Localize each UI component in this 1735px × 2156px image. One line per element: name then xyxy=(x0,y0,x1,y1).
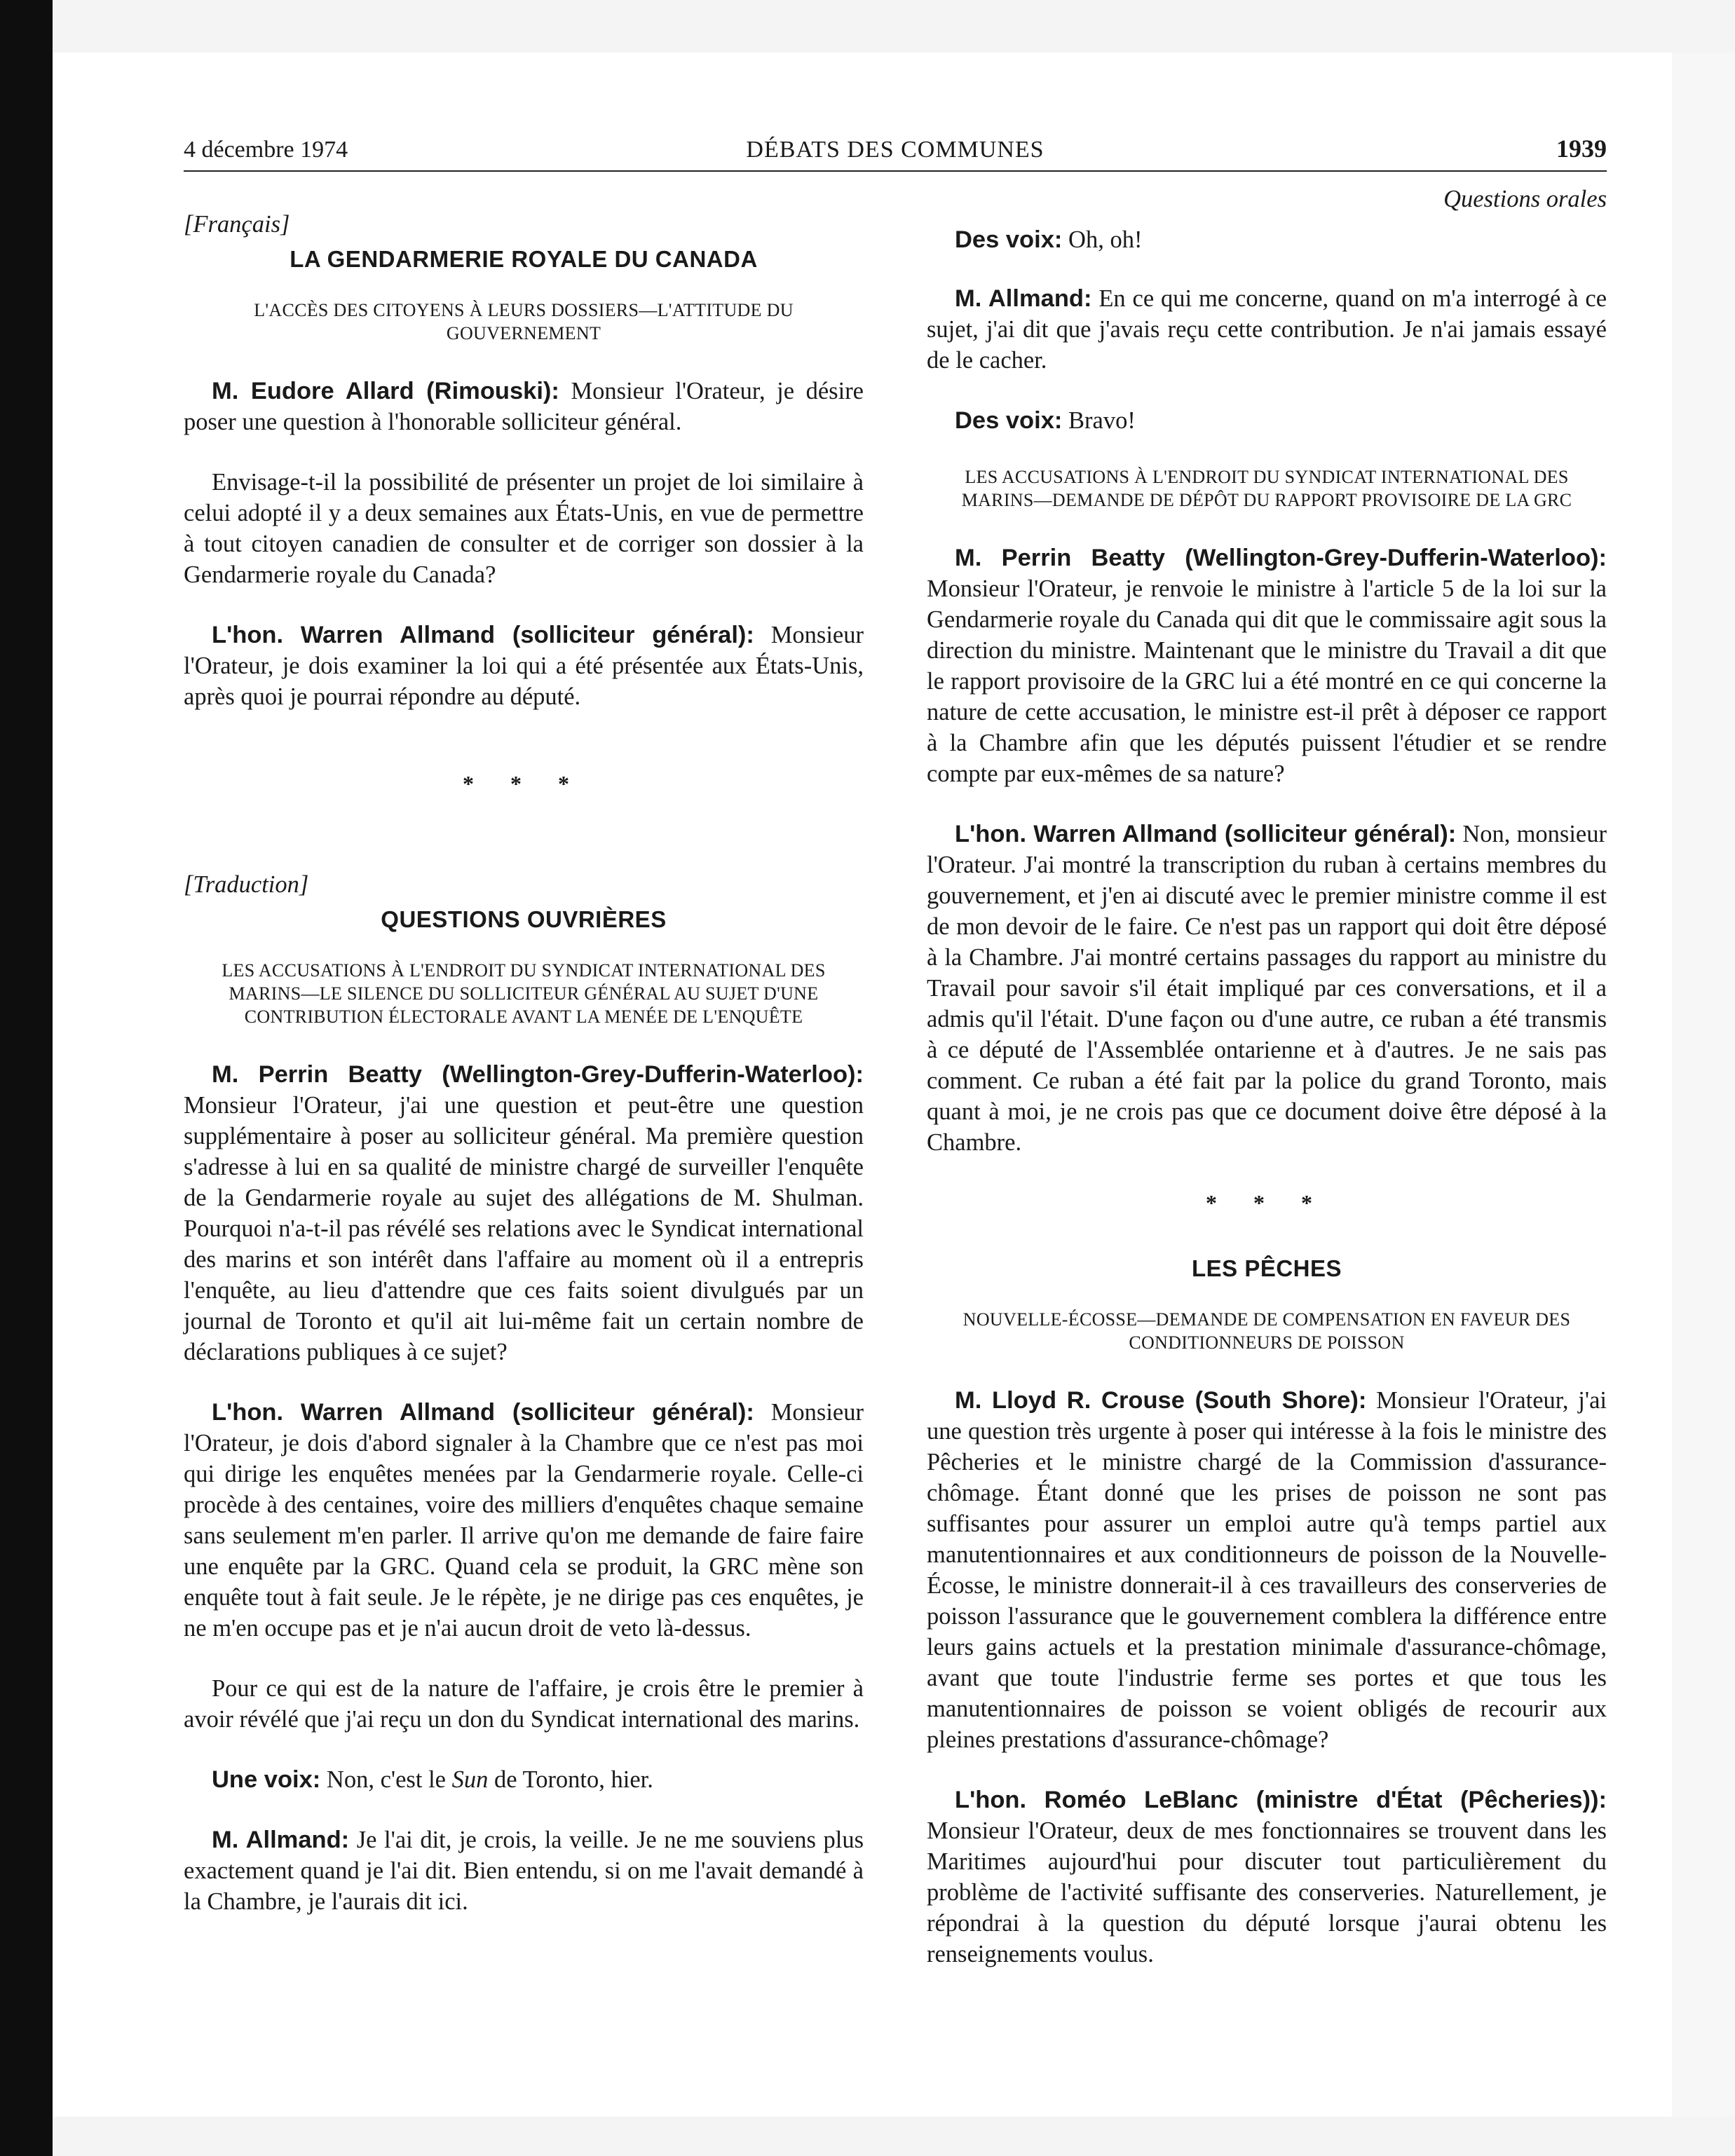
speaker-name: M. Allmand: xyxy=(212,1827,350,1853)
header-title: DÉBATS DES COMMUNES xyxy=(746,137,1045,163)
speech-text: de Toronto, hier. xyxy=(488,1766,653,1793)
speaker-name: L'hon. Warren Allmand (solliciteur général): xyxy=(212,1399,754,1426)
scan-binding-edge xyxy=(0,0,53,2156)
speaker-name: Des voix: xyxy=(955,407,1063,434)
speech-text: Monsieur l'Orateur, je dois examiner la loi qui a été présentée aux États-Unis, après quoi je pourrai répondre au député. xyxy=(184,622,864,710)
right-column xyxy=(927,184,1607,1999)
speech-paragraph xyxy=(184,1764,864,1795)
speech-text: Oh, oh! xyxy=(1062,226,1143,253)
speech-text: Pour ce qui est de la nature de l'affaire, je crois être le premier à avoir révélé que j'ai reçu un don du Syndicat international des marins. xyxy=(184,1675,864,1733)
speaker-name: M. Lloyd R. Crouse (South Shore): xyxy=(955,1387,1367,1414)
subsection-heading: L'ACCÈS DES CITOYENS À LEURS DOSSIERS—L'ATTITUDE DU GOUVERNEMENT xyxy=(254,300,794,343)
subsection-heading: LES ACCUSATIONS À L'ENDROIT DU SYNDICAT INTERNATIONAL DES MARINS—DEMANDE DE DÉPÔT DU RAPPORT PROVISOIRE DE LA GRC xyxy=(961,467,1572,510)
speech-text: Non, c'est le xyxy=(320,1766,452,1793)
speech-text: En ce qui me concerne, quand on m'a interrogé à ce sujet, j'ai dit que j'avais reçu cette contribution. Je n'ai jamais essayé de le cacher. xyxy=(927,285,1607,374)
speech-paragraph xyxy=(927,283,1607,376)
speech-paragraph xyxy=(184,1673,864,1735)
section-heading: QUESTIONS OUVRIÈRES xyxy=(381,906,667,932)
speaker-name: M. Eudore Allard (Rimouski): xyxy=(212,378,559,404)
speaker-name: L'hon. Warren Allmand (solliciteur général): xyxy=(212,622,754,648)
scan-margin-bottom xyxy=(53,2117,1735,2156)
speech-paragraph xyxy=(927,543,1607,789)
speech-text: Bravo! xyxy=(1062,407,1136,434)
section-heading: LES PÊCHES xyxy=(1191,1255,1342,1281)
speech-paragraph xyxy=(184,620,864,712)
header-date: 4 décembre 1974 xyxy=(184,137,348,163)
section-separator: * * * xyxy=(1206,1190,1328,1215)
speech-paragraph xyxy=(927,405,1607,436)
speech-text: Monsieur l'Orateur, je désire poser une question à l'honorable solliciteur général. xyxy=(184,378,864,435)
page-header xyxy=(184,137,1607,172)
section-heading: LA GENDARMERIE ROYALE DU CANADA xyxy=(290,246,758,272)
speaker-name: M. Perrin Beatty (Wellington-Grey-Dufferin-Waterloo): xyxy=(212,1061,864,1088)
speech-paragraph xyxy=(184,467,864,590)
speaker-name: M. Allmand: xyxy=(955,285,1092,312)
speech-paragraph xyxy=(184,1059,864,1367)
speaker-name: L'hon. Roméo LeBlanc (ministre d'État (Pêcheries)): xyxy=(955,1787,1607,1813)
speech-text: Envisage-t-il la possibilité de présenter un projet de loi similaire à celui adopté il y a deux semaines aux États-Unis, en vue de permettre à tout citoyen canadien de consulter et de corriger son dossier à la Gendarmerie royale du Canada? xyxy=(184,469,864,588)
speech-text: Monsieur l'Orateur, je renvoie le ministre à l'article 5 de la loi sur la Gendarmerie royale du Canada qui dit que le commissaire agit sous la direction du ministre. Maintenant que le ministre du Travail a dit que le rapport provisoire de la GRC lui a été montré en ce qui concerne la nature de cette accusation, le ministre est-il prêt à déposer ce rapport à la Chambre afin que les députés puissent l'étudier et se rendre compte par eux-mêmes de sa nature? xyxy=(927,575,1607,787)
speech-text: Je l'ai dit, je crois, la veille. Je ne me souviens plus exactement quand je l'ai dit. Bien entendu, si on me l'avait demandé à la Chambre, je l'aurais dit ici. xyxy=(184,1827,864,1915)
section-separator: * * * xyxy=(463,771,585,796)
speech-paragraph xyxy=(927,224,1607,255)
speaker-name: Des voix: xyxy=(955,226,1063,253)
speech-text: Monsieur l'Orateur, j'ai une question très urgente à poser qui intéresse à la fois le ministre des Pêcheries et le ministre chargé de la Commission d'assurance-chômage. Étant donné que les prises de poisson ne sont pas suffisantes pour assurer un emploi autre qu'à temps partiel aux manutentionnaires et aux conditionneurs de poisson de la Nouvelle-Écosse, le ministre donnerait-il à ces travailleurs des conserveries de poisson l'assurance que le gouvernement comblera la différence entre leurs gains actuels et la prestation minimale d'assurance-chômage, avant que toute l'industrie ferme ses portes et que tous les manutentionnaires de poisson se voient obligés de recourir aux pleines prestations d'assurance-chômage? xyxy=(927,1387,1607,1753)
language-marker: [Français] xyxy=(184,211,290,238)
speech-paragraph xyxy=(927,1785,1607,1970)
speech-text: Non, monsieur l'Orateur. J'ai montré la transcription du ruban à certains membres du gouvernement, et j'en ai discuté avec le premier ministre comme il est de mon devoir de le faire. Ce n'est pas un rapport qui doit être déposé à la Chambre. J'ai montré certains passages du rapport au ministre du Travail pour savoir s'il était impliqué par ces conversations, et il a admis qu'il l'était. D'une façon ou d'une autre, ce ruban a été transmis à ce député de l'Assemblée ontarienne et à d'autres. Je ne sais pas comment. Ce ruban a été fait par la police du grand Toronto, mais quant à moi, je ne crois pas que ce document doive être déposé à la Chambre. xyxy=(927,821,1607,1156)
speech-text: Monsieur l'Orateur, je dois d'abord signaler à la Chambre que ce n'est pas moi qui dirige les enquêtes menées par la Gendarmerie royale. Celle-ci procède à des centaines, voire des milliers d'enquêtes chaque semaine sans seulement m'en parler. Il arrive qu'on me demande de faire faire une enquête par la GRC. Quand cela se produit, la GRC mène son enquête tout à fait seule. Je le répète, je ne dirige pas ces enquêtes, je ne m'en occupe pas et je n'ai aucun droit de veto là-dessus. xyxy=(184,1399,864,1642)
language-marker: [Traduction] xyxy=(184,871,309,898)
speech-paragraph xyxy=(927,819,1607,1158)
speaker-name: M. Perrin Beatty (Wellington-Grey-Dufferin-Waterloo): xyxy=(955,545,1607,571)
speech-paragraph xyxy=(927,1385,1607,1755)
scan-margin-top xyxy=(53,0,1735,53)
speech-paragraph xyxy=(184,1824,864,1917)
speech-text: Monsieur l'Orateur, j'ai une question et peut-être une question supplémentaire à poser au solliciteur général. Ma première question s'adresse à lui en sa qualité de ministre chargé de surveiller l'enquête de la Gendarmerie royale au sujet des allégations de M. Shulman. Pourquoi n'a-t-il pas révélé ses relations avec le Syndicat international des marins et son intérêt dans l'affaire au moment où il a entrepris l'enquête, au lieu d'attendre que ces faits soient divulgués par un journal de Toronto et qu'il ait lui-même fait un certain nombre de déclarations publiques à ce sujet? xyxy=(184,1092,864,1365)
left-column xyxy=(184,184,864,1946)
subsection-heading: NOUVELLE-ÉCOSSE—DEMANDE DE COMPENSATION EN FAVEUR DES CONDITIONNEURS DE POISSON xyxy=(962,1309,1571,1353)
scan-margin-right xyxy=(1672,53,1735,2117)
page-number: 1939 xyxy=(1556,135,1607,163)
speech-text: Monsieur l'Orateur, deux de mes fonctionnaires se trouvent dans les Maritimes aujourd'hui pour discuter tout particulièrement du problème de l'activité suffisante des conserveries. Naturellement, je répondrai à la question du député lorsque j'aurai obtenu les renseignements voulus. xyxy=(927,1817,1607,1967)
speaker-name: L'hon. Warren Allmand (solliciteur général): xyxy=(955,821,1457,847)
subsection-heading: LES ACCUSATIONS À L'ENDROIT DU SYNDICAT INTERNATIONAL DES MARINS—LE SILENCE DU SOLLICITEUR GÉNÉRAL AU SUJET D'UNE CONTRIBUTION ÉLECTORALE AVANT LA MENÉE DE L'ENQUÊTE xyxy=(222,960,826,1027)
speech-paragraph xyxy=(184,1397,864,1644)
speaker-name: Une voix: xyxy=(212,1766,321,1793)
newspaper-name: Sun xyxy=(451,1766,489,1793)
running-head: Questions orales xyxy=(1443,186,1607,212)
speech-paragraph xyxy=(184,376,864,437)
